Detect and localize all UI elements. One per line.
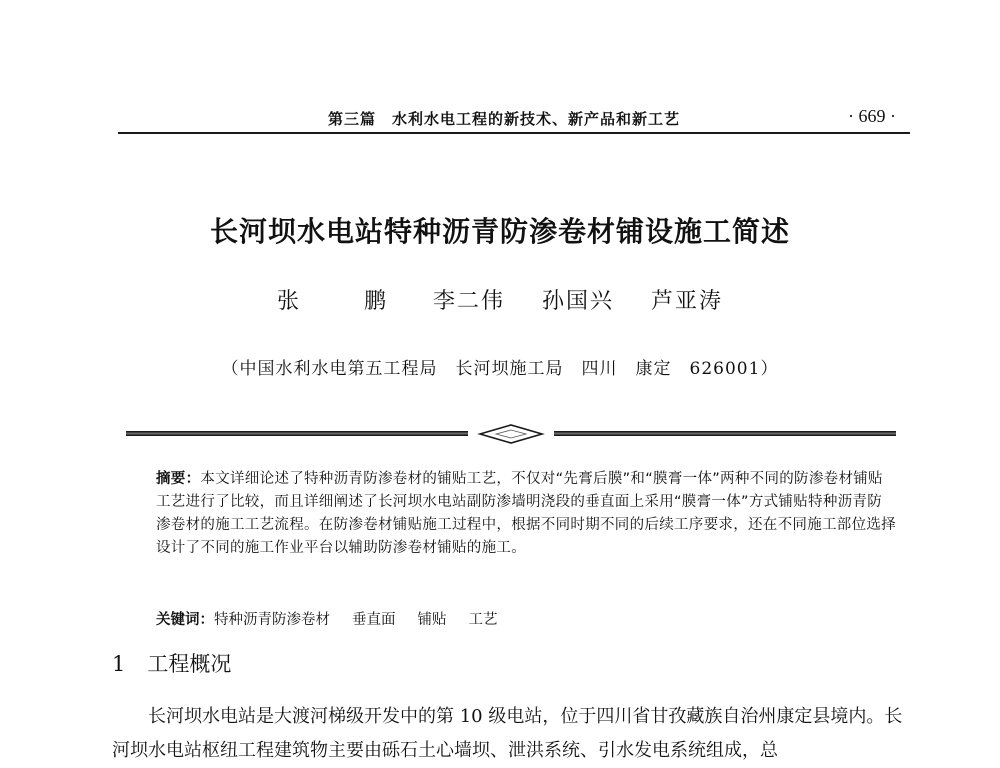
author-list	[0, 284, 1000, 315]
author-2: 李二伟	[432, 289, 505, 314]
running-header	[118, 104, 910, 134]
keyword-4: 工艺	[468, 612, 498, 628]
abstract	[156, 468, 896, 560]
abstract-text: 本文详细论述了特种沥青防渗卷材的铺贴工艺，不仅对“先膏后膜”和“膜膏一体”两种不同的防渗卷材铺贴工艺进行了比较，而且详细阐述了长河坝水电站副防渗墙明浇段的垂直面上采用“膜膏一体”方式铺贴特种沥青防渗卷材的施工工艺流程。在防渗卷材铺贴施工过程中，根据不同时期不同的后续工序要求，还在不同施工部位选择设计了不同的施工作业平台以辅助防渗卷材铺贴的施工。	[156, 471, 896, 556]
section-heading	[112, 648, 231, 678]
author-4: 芦亚涛	[651, 289, 724, 314]
keyword-1: 特种沥青防渗卷材	[214, 612, 330, 628]
body-paragraph: 长河坝水电站是大渡河梯级开发中的第 10 级电站，位于四川省甘孜藏族自治州康定县境内。长河坝水电站枢纽工程建筑物主要由砾石土心墙坝、泄洪系统、引水发电系统组成，总	[112, 706, 903, 761]
author-1: 张 鹏	[276, 289, 410, 314]
section-title: 工程概况	[147, 652, 232, 676]
ornament-divider	[126, 422, 896, 446]
keyword-3: 铺贴	[417, 612, 447, 628]
abstract-label: 摘要：	[156, 471, 201, 487]
affiliation: （中国水利水电第五工程局 长河坝施工局 四川 康定 626001）	[221, 359, 779, 379]
keywords-label: 关键词：	[156, 612, 214, 628]
section-number: 1	[112, 652, 126, 676]
keywords	[156, 608, 896, 629]
running-title: 第三篇 水利水电工程的新技术、新产品和新工艺	[328, 110, 681, 128]
paper-title: 长河坝水电站特种沥青防渗卷材铺设施工简述	[209, 215, 790, 248]
page-number: · 669 ·	[848, 106, 896, 126]
keyword-2: 垂直面	[352, 612, 396, 628]
author-3: 孙国兴	[541, 289, 614, 314]
